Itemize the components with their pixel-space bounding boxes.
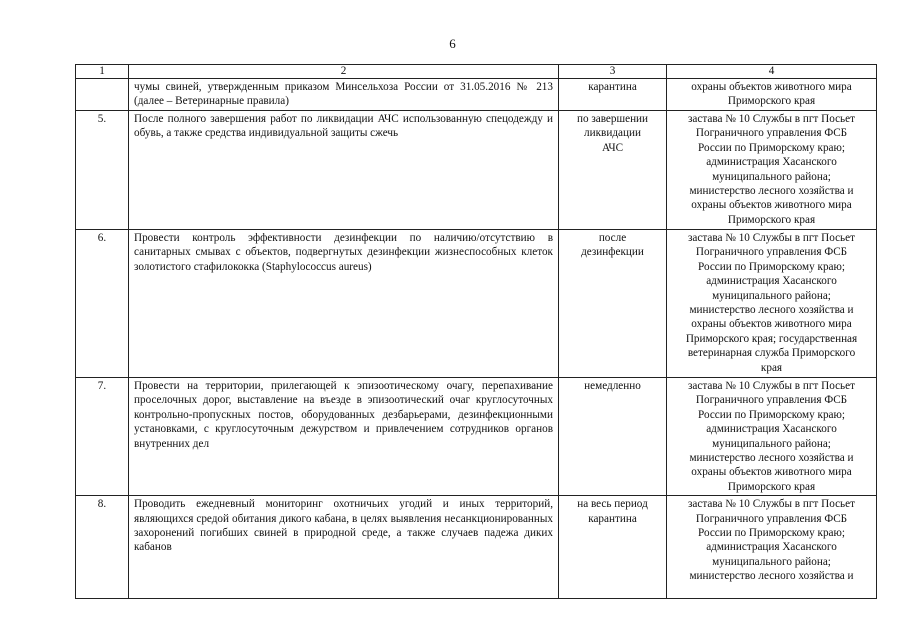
row-term xyxy=(559,111,667,230)
responsible-line: министерство лесного хозяйства и xyxy=(689,452,854,465)
row-action: Провести контроль эффективности дезинфекции по наличию/отсутствию в санитарных смывах с объектов, подвергнутых дезинфекции жизнеспособных клеток золотистого стафилококка (Staphylococcus aureus) xyxy=(129,230,559,378)
responsible-line: муниципального района; xyxy=(712,437,831,450)
term-line: после xyxy=(598,232,627,244)
responsible-line: администрация Хасанского xyxy=(706,423,837,436)
row-number: 5. xyxy=(76,111,129,230)
table-row xyxy=(76,79,877,111)
row-responsible xyxy=(667,378,877,496)
responsible-line: Пограничного управления ФСБ xyxy=(695,127,848,140)
responsible-line: России по Приморскому краю; xyxy=(698,527,845,540)
responsible-line: края xyxy=(760,361,783,374)
responsible-line: ветеринарная служба Приморского xyxy=(687,347,856,360)
responsible-line: администрация Хасанского xyxy=(706,275,837,288)
responsible-line: администрация Хасанского xyxy=(706,541,837,554)
row-responsible xyxy=(667,230,877,378)
responsible-line: муниципального района; xyxy=(712,170,831,183)
term-line: немедленно xyxy=(584,380,641,392)
row-action: Провести на территории, прилегающей к эпизоотическому очагу, перепахивание проселочных дорог, выставление на въезде в эпизоотический очаг круглосуточных контрольно-пропускных постов, оборудованных дезбарьерами, дезинфекционными установками, с круглосуточным дежурством и привлечением сотрудников органов внутренних дел xyxy=(129,378,559,496)
row-action: После полного завершения работ по ликвидации АЧС использованную спецодежду и обувь, а также средства индивидуальной защиты сжечь xyxy=(129,111,559,230)
responsible-line: Пограничного управления ФСБ xyxy=(695,246,848,259)
responsible-line: министерство лесного хозяйства и xyxy=(689,304,854,317)
responsible-line: муниципального района; xyxy=(712,555,831,568)
row-term xyxy=(559,378,667,496)
row-number xyxy=(76,79,129,111)
responsible-line: застава № 10 Службы в пгт Посьет xyxy=(688,380,855,392)
term-line: дезинфекции xyxy=(581,246,644,259)
responsible-line: России по Приморскому краю; xyxy=(698,408,845,421)
term-line: по завершении xyxy=(576,113,649,125)
row-action: чумы свиней, утвержденным приказом Минсельхоза России от 31.05.2016 № 213 (далее – Ветеринарные правила) xyxy=(129,79,559,111)
row-term xyxy=(559,230,667,378)
responsible-line: охраны объектов животного мира xyxy=(691,466,852,479)
row-responsible xyxy=(667,79,877,111)
responsible-line: России по Приморскому краю; xyxy=(698,141,845,154)
table-row xyxy=(76,230,877,378)
row-number: 6. xyxy=(76,230,129,378)
responsible-line: администрация Хасанского xyxy=(706,156,837,169)
header-col-2: 2 xyxy=(129,65,559,79)
row-term xyxy=(559,496,667,599)
responsible-line: муниципального района; xyxy=(712,289,831,302)
row-responsible xyxy=(667,496,877,599)
row-number: 7. xyxy=(76,378,129,496)
responsible-line: Пограничного управления ФСБ xyxy=(695,512,848,525)
responsible-line: России по Приморскому краю; xyxy=(698,260,845,273)
page-number: 6 xyxy=(449,36,456,51)
responsible-line: Приморского края xyxy=(727,213,816,226)
term-line: на весь период xyxy=(577,498,648,511)
row-term: карантина xyxy=(559,79,667,111)
responsible-line: Приморского края xyxy=(727,480,816,493)
header-col-3: 3 xyxy=(559,65,667,79)
table-row xyxy=(76,111,877,230)
term-line: ликвидации xyxy=(584,127,641,140)
responsible-line: охраны объектов животного мира xyxy=(691,81,852,93)
responsible-line: застава № 10 Службы в пгт Посьет xyxy=(688,232,855,244)
responsible-line: охраны объектов животного мира xyxy=(691,318,852,331)
row-number: 8. xyxy=(76,496,129,599)
measures-table xyxy=(75,64,877,599)
responsible-line: застава № 10 Службы в пгт Посьет xyxy=(688,113,855,125)
responsible-line: Пограничного управления ФСБ xyxy=(695,394,848,407)
header-col-4: 4 xyxy=(667,65,877,79)
row-action: Проводить ежедневный мониторинг охотничьих угодий и иных территорий, являющихся средой обитания дикого кабана, в целях выявления несанкционированных захоронений погибших свиней в природной среде, а также случаев падежа диких кабанов xyxy=(129,496,559,599)
row-responsible xyxy=(667,111,877,230)
responsible-line: министерство лесного хозяйства и xyxy=(689,570,854,583)
responsible-line: Приморского края xyxy=(727,95,816,108)
responsible-line: Приморского края; государственная xyxy=(685,332,858,345)
term-line: карантина xyxy=(588,512,637,525)
table-header-row xyxy=(76,65,877,79)
table-row xyxy=(76,378,877,496)
header-col-1: 1 xyxy=(76,65,129,79)
table-row xyxy=(76,496,877,599)
responsible-line: застава № 10 Службы в пгт Посьет xyxy=(688,498,855,511)
responsible-line: охраны объектов животного мира xyxy=(691,199,852,212)
responsible-line: министерство лесного хозяйства и xyxy=(689,185,854,198)
term-line: АЧС xyxy=(601,141,624,154)
